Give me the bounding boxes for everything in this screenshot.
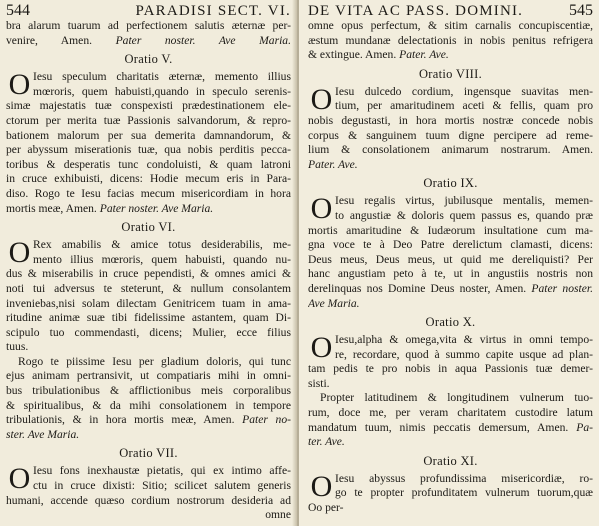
drop-cap: O (8, 236, 31, 270)
drop-cap: O (310, 192, 333, 226)
prayer-opening (308, 331, 593, 365)
prayer-heading: Oratio IX. (423, 176, 478, 191)
text-line (6, 202, 291, 217)
rubric-text: Pa- (576, 420, 593, 434)
text-line (6, 267, 291, 282)
text-line (6, 494, 291, 509)
text-line (308, 158, 593, 173)
text-line (308, 377, 593, 392)
text-line (6, 355, 291, 370)
line-text: tuus. (6, 340, 29, 354)
text-line (308, 501, 593, 516)
line-text: dus & miserabilis in cruce pependisti, & omnes amici & (6, 267, 291, 281)
running-head (6, 3, 291, 19)
text-line (308, 282, 593, 297)
prayer-opening (308, 192, 593, 226)
line-text: æstum mundanæ delectationis in nobis penitus refrigera (308, 33, 593, 47)
line-text: venire, Amen. (6, 33, 93, 47)
prayer-heading: Oratio XI. (423, 453, 478, 468)
text-line (6, 369, 291, 384)
text-line: mœroris, quem habuisti,quando in speculo serenis- (33, 84, 291, 98)
drop-cap: O (310, 82, 333, 116)
text-line (308, 362, 593, 377)
text-line (6, 384, 291, 399)
line-text: Oo per- (308, 501, 344, 515)
text-line (308, 253, 593, 268)
text-line (6, 340, 291, 355)
text-line: Iesu regalis virtus, jubilusque mentalis, memen- (335, 194, 593, 208)
prayer-heading: Oratio VII. (119, 446, 178, 461)
line-text: Deus meus, Deus meus, ut quid me dereliquisti? Per (308, 252, 593, 266)
prayer-opening (308, 469, 593, 503)
prayer-heading: Oratio X. (425, 315, 476, 330)
text-line (308, 114, 593, 129)
text-line (6, 34, 291, 49)
text-line (308, 406, 593, 421)
text-line (6, 114, 291, 129)
rubric-text: ter. Ave. (308, 435, 345, 449)
rubric-text: Pater. Ave. (399, 48, 449, 62)
page-number: 544 (6, 2, 30, 19)
line-text: bra alarum tuarum ad perfectionem salutis æternæ per- (6, 19, 291, 32)
rubric-text: Pater noster. (531, 281, 593, 295)
text-line: Iesu fons inexhaustæ pietatis, qui ex intimo affe- (33, 464, 291, 478)
drop-cap: O (310, 469, 333, 503)
text-line: Iesu,alpha & omega,vita & virtus in omni tempo- (335, 333, 593, 347)
text-line: go te propter profunditatem vulnerum tuorum,quæ (335, 486, 593, 500)
text-line (6, 399, 291, 414)
text-line (6, 172, 291, 187)
text-line: Iesu speculum charitatis æternæ, memento illius (33, 70, 291, 84)
line-text: omne opus perfectum, & sitim carnalis concupiscentiæ, (308, 19, 593, 32)
prayer-heading: Oratio VIII. (418, 66, 483, 81)
text-line (308, 238, 593, 253)
intro-lines (308, 19, 593, 63)
text-line (6, 19, 291, 34)
text-line: Iesu abyssus profundissima misericordiæ, ro- (335, 471, 593, 485)
text-line (6, 326, 291, 341)
left-page (0, 0, 297, 526)
line-text: rum, doce me, per veram charitatem custodire latum (308, 406, 593, 420)
right-page (299, 0, 599, 526)
line-text: ctorum per merita tuæ Passionis salvandorum, & repro- (6, 113, 291, 127)
line-text: Propter latitudinem & longitudinem vulnerum tuo- (320, 391, 593, 405)
intro-lines (6, 19, 291, 48)
line-text: omne (265, 508, 291, 522)
line-text: toribus & desperatis tunc condoluisti, & quam latroni (6, 157, 291, 171)
text-line (6, 282, 291, 297)
text-line (308, 391, 593, 406)
text-line: tium, per amaritudinem aceti & fellis, quam pro (335, 99, 593, 113)
line-text: ejus animam pertransivit, ut compatiaris mihi in omni- (6, 369, 291, 383)
text-line: re, recordare, quod à summo capite usque ad plan- (335, 347, 593, 361)
rubric-text: Pater. Ave. (308, 157, 358, 171)
text-line (308, 224, 593, 239)
text-line (6, 99, 291, 114)
text-line (308, 34, 593, 49)
line-text: scipulo tuo commendasti, dicens; Mulier, ecce filius (6, 325, 291, 339)
line-text: noti tui adversus te steterunt, & nullum consolantem (6, 281, 291, 295)
line-text: sisti. (308, 376, 330, 390)
line-text: & spiritualibus, & da mihi consolationem in tempore (6, 398, 291, 412)
prayer-opening (6, 68, 291, 102)
line-text: humani, accende quæso cordium nostrorum desideria ad (6, 493, 291, 507)
line-text: inveniebas,nisi solam dilectam Genitricem tuam in ama- (6, 296, 291, 310)
text-line (6, 129, 291, 144)
line-text: Rogo te piissime Iesu per gladium doloris, qui tunc (18, 354, 291, 368)
text-line (308, 421, 593, 436)
sections (308, 63, 593, 516)
rubric-text: Ave Maria. (308, 296, 360, 310)
text-line (6, 311, 291, 326)
line-text: mortis meæ, Amen. (6, 201, 97, 215)
text-line: to angustiæ & doloris quem passus es, quando præ (335, 208, 593, 222)
text-line (308, 19, 593, 34)
line-text: bationem malorum per sua demerita damnandorum, & (6, 128, 291, 142)
text-line (308, 435, 593, 450)
prayer-opening (6, 236, 291, 270)
line-text: bus tribulationibus & afflictionibus meis corporalibus (6, 384, 291, 398)
rubric-text: Pater noster. Ave Maria. (115, 33, 291, 47)
text-line (308, 129, 593, 144)
prayer-heading: Oratio VI. (121, 220, 176, 235)
text-line (308, 143, 593, 158)
text-line (6, 158, 291, 173)
drop-cap: O (310, 331, 333, 365)
text-line (6, 428, 291, 443)
text-line (6, 413, 291, 428)
prayer-opening (308, 82, 593, 116)
text-line (6, 297, 291, 312)
text-line (308, 267, 593, 282)
prayer-heading: Oratio V. (124, 52, 173, 67)
line-text: per abyssum miserationis tuæ, qua nobis perditis pecca- (6, 143, 291, 157)
text-line (308, 48, 593, 63)
text-line: ctu in cruce dixisti: Sitio; scilicet salutem generis (33, 479, 291, 493)
text-line (6, 508, 291, 523)
line-text: mandatum tuum, nimis peccatis demersum, Amen. (308, 420, 569, 434)
line-text: simæ majestatis tuæ conspexisti prædestinationem ele- (6, 99, 291, 113)
rubric-text: Pater no- (242, 413, 291, 427)
text-line (6, 143, 291, 158)
text-line (308, 297, 593, 312)
line-text: gna voce te à Deo Patre derelictum clamasti, dicens: (308, 238, 593, 252)
text-line: mento illius mœroris, quem habuisti, quando nu- (33, 252, 291, 266)
running-title: PARADISI SECT. VI. (135, 3, 291, 19)
line-text: derelinquas nos Domine Deus noster, Amen. (308, 281, 527, 295)
rubric-text: ster. Ave Maria. (6, 427, 80, 441)
drop-cap: O (8, 68, 31, 102)
running-head (308, 3, 593, 19)
line-text: in cruce exhibuisti, dicens: Hodie mecum eris in Para- (6, 172, 291, 186)
text-line (6, 187, 291, 202)
line-text: nobis degustasti, in hora mortis nostræ concede nobis (308, 113, 593, 127)
line-text: lium & consolationem animarum nostrarum. Amen. (308, 143, 593, 157)
page-number: 545 (569, 2, 593, 19)
sections (6, 48, 291, 523)
line-text: tribulationis, & in hora mortis meæ, Amen. (6, 413, 235, 427)
drop-cap: O (8, 462, 31, 496)
rubric-text: Pater noster. Ave Maria. (99, 201, 214, 215)
text-line: Rex amabilis & amice totus desiderabilis, me- (33, 238, 291, 252)
line-text: ritudine animæ suæ tibi fidelissime astantem, quam Di- (6, 311, 291, 325)
line-text: diso. Rogo te Iesu facias mecum misericordiam in hora (6, 186, 291, 200)
text-line: Iesu dulcedo cordium, ingensque suavitas men- (335, 84, 593, 98)
running-title: DE VITA AC PASS. DOMINI. (308, 3, 524, 19)
line-text: corpus & sanguinem tuum digne percipere ad reme- (308, 128, 593, 142)
line-text: mortis amaritudine & Iudæorum insultatione cum ma- (308, 223, 593, 237)
line-text: tam pedis te pro nobis in aqua Passionis tuæ demer- (308, 362, 593, 376)
line-text: hanc angustiam peto à te, ut in angustiis nostris non (308, 267, 593, 281)
line-text: & extingue. Amen. (308, 48, 397, 62)
prayer-opening (6, 462, 291, 496)
